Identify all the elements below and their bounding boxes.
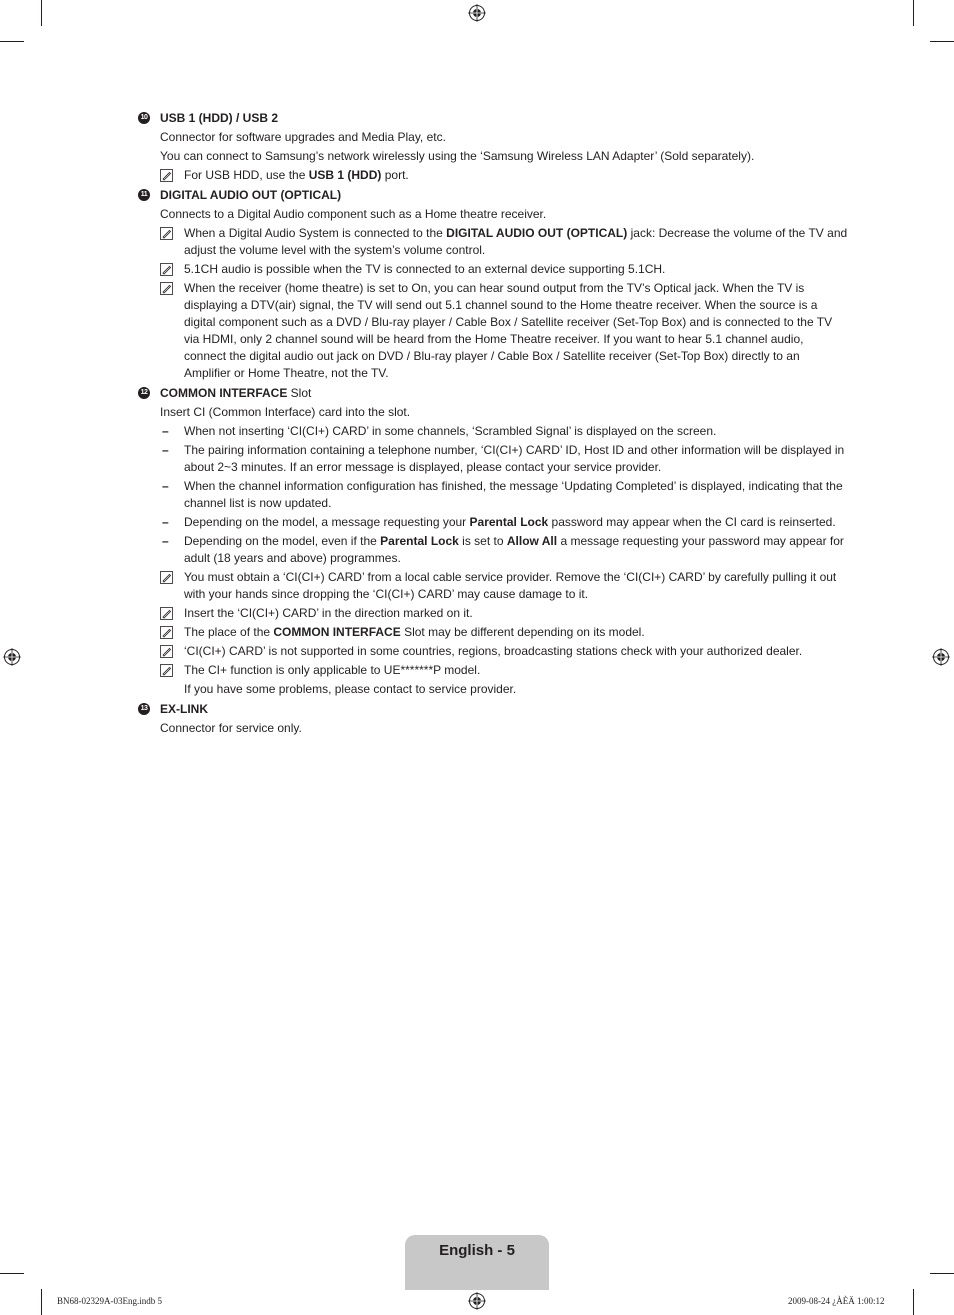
dash-item: – Depending on the model, a message requesting your Parental Lock password may appear when the CI card is reinserted. [162,515,836,529]
section-title: EX-LINK [160,702,208,716]
dash-item: – When not inserting ‘CI(CI+) CARD’ in some channels, ‘Scrambled Signal’ is displayed on the screen. [162,424,717,438]
note-icon [160,169,173,182]
dash-item: – When the channel information configuration has finished, the message ‘Updating Completed’ is displayed, indicating that the channel list is now updated. [162,479,843,510]
crop-mark [913,1289,914,1315]
note-icon [160,227,173,240]
note-icon [160,664,173,677]
note: When a Digital Audio System is connected to the DIGITAL AUDIO OUT (OPTICAL) jack: Decrease the volume of the TV and adjust the volume level with the system’s volume control. [160,225,848,259]
section-usb [138,110,848,184]
note: Insert the ‘CI(CI+) CARD’ in the direction marked on it. [160,605,848,622]
note-icon [160,571,173,584]
paragraph: Connector for service only. [160,721,302,735]
section-title: COMMON INTERFACE Slot [160,386,312,400]
note: For USB HDD, use the USB 1 (HDD) port. [160,167,848,184]
paragraph: If you have some problems, please contact to service provider. [184,682,517,696]
page-number: English - 5 [439,1242,515,1259]
note-icon [160,263,173,276]
crop-mark [0,1273,24,1274]
crop-mark [0,41,24,42]
crop-mark [41,0,42,26]
section-ex-link [138,701,848,737]
main-content [138,110,848,737]
note-icon [160,626,173,639]
note: You must obtain a ‘CI(CI+) CARD’ from a local cable service provider. Remove the ‘CI(CI+) CARD’ by carefully pulling it out with your hands since dropping the ‘CI(CI+) CARD’ may cause damage to it. [160,569,848,603]
dash-item: – Depending on the model, even if the Parental Lock is set to Allow All a message requesting your password may appear for adult (18 years and above) programmes. [162,534,844,565]
section-number-badge: 10 [138,112,150,124]
dash-icon: – [162,424,169,438]
section-number-badge: 13 [138,703,150,715]
dash-icon: – [162,479,169,493]
footer-file-name: BN68-02329A-03Eng.indb 5 [57,1296,162,1306]
footer-timestamp: 2009-08-24 ¿ÀÈÄ 1:00:12 [788,1296,885,1306]
note: The CI+ function is only applicable to UE*******P model. [160,662,848,679]
section-title: USB 1 (HDD) / USB 2 [160,111,279,125]
note: 5.1CH audio is possible when the TV is connected to an external device supporting 5.1CH. [160,261,848,278]
section-number-badge: 11 [138,189,150,201]
registration-mark-icon [468,4,486,22]
dash-icon: – [162,534,169,548]
section-common-interface [138,385,848,698]
page-number-tab [405,1235,549,1290]
note: The place of the COMMON INTERFACE Slot may be different depending on its model. [160,624,848,641]
crop-mark [930,41,954,42]
note-icon [160,282,173,295]
dash-icon: – [162,515,169,529]
note: When the receiver (home theatre) is set to On, you can hear sound output from the TV’s Optical jack. When the TV is displaying a DTV(air) signal, the TV will send out 5.1 channel sound to the Home theatre receiver. When the source is a digital component such as a DVD / Blu-ray player / Cable Box / Satellite receiver (Set-Top Box) and is connected to the TV via HDMI, only 2 channel sound will be heard from the Home Theatre receiver. If you want to hear 5.1 channel audio, connect the digital audio out jack on DVD / Blu-ray player / Cable Box / Satellite receiver (Set-Top Box) directly to an Amplifier or Home Theatre, not the TV. [160,280,848,382]
registration-mark-icon [932,648,950,666]
dash-item: – The pairing information containing a telephone number, ‘CI(CI+) CARD’ ID, Host ID and other information will be displayed in about 2~3 minutes. If an error message is displayed, please contact your service provider. [162,443,845,474]
note: ‘CI(CI+) CARD’ is not supported in some countries, regions, broadcasting stations check with your authorized dealer. [160,643,848,660]
section-number-badge: 12 [138,387,150,399]
crop-mark [913,0,914,26]
section-title: DIGITAL AUDIO OUT (OPTICAL) [160,188,342,202]
crop-mark [930,1273,954,1274]
registration-mark-icon [468,1292,486,1310]
paragraph: Connects to a Digital Audio component such as a Home theatre receiver. [160,207,547,221]
note-icon [160,607,173,620]
paragraph: Connector for software upgrades and Media Play, etc. [160,130,446,144]
section-digital-audio-out [138,187,848,382]
dash-icon: – [162,443,169,457]
paragraph: You can connect to Samsung’s network wirelessly using the ‘Samsung Wireless LAN Adapter’ (Sold separately). [160,149,755,163]
paragraph: Insert CI (Common Interface) card into the slot. [160,405,411,419]
registration-mark-icon [3,648,21,666]
crop-mark [41,1289,42,1315]
note-icon [160,645,173,658]
